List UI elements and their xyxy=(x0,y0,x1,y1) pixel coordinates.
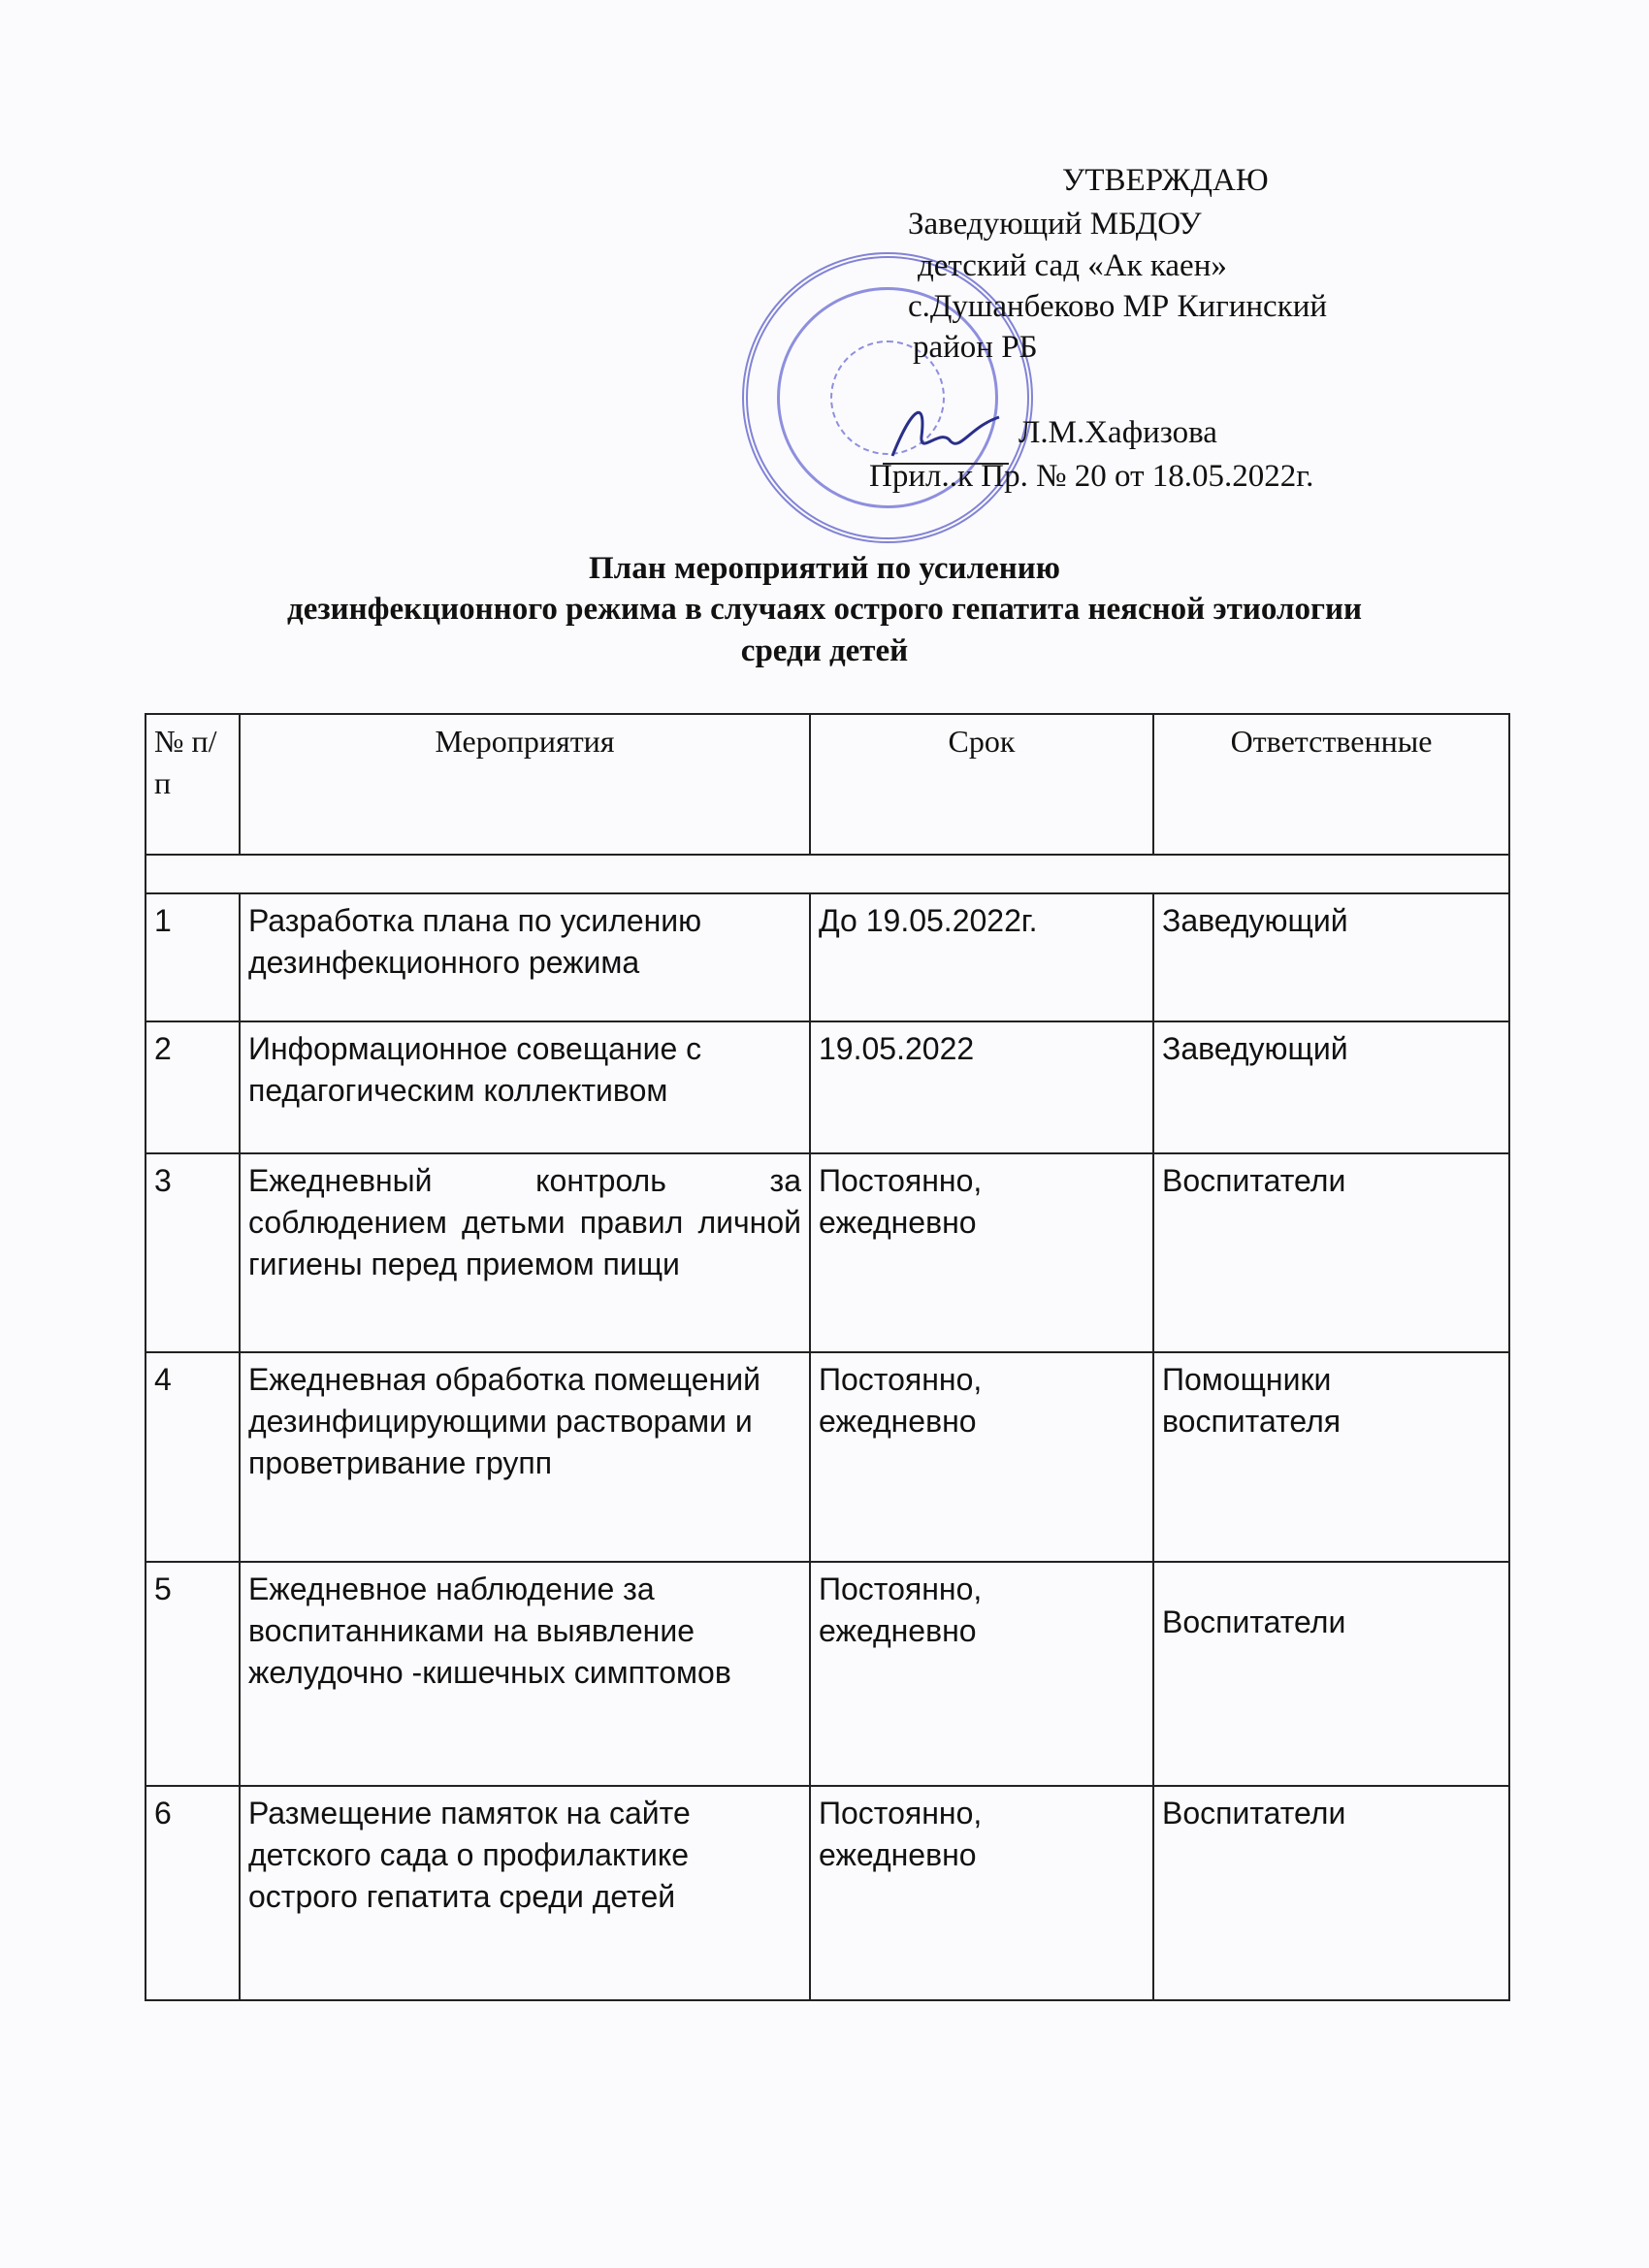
table-row xyxy=(146,1786,1509,2000)
row-responsible: Воспитатели xyxy=(1153,1153,1509,1352)
row-responsible: Воспитатели xyxy=(1153,1786,1509,2000)
table-row xyxy=(146,1562,1509,1786)
row-num: 5 xyxy=(146,1562,240,1786)
row-responsible: Заведующий xyxy=(1153,1021,1509,1153)
header-activity: Мероприятия xyxy=(240,714,810,855)
header-num: № п/п xyxy=(146,714,240,855)
row-responsible: Воспитатели xyxy=(1153,1562,1509,1786)
row-responsible: Помощники воспитателя xyxy=(1153,1352,1509,1562)
row-term: Постоянно, ежедневно xyxy=(810,1352,1153,1562)
row-term: 19.05.2022 xyxy=(810,1021,1153,1153)
row-activity: Ежедневная обработка помещений дезинфицирующими растворами и проветривание групп xyxy=(240,1352,810,1562)
header-term: Срок xyxy=(810,714,1153,855)
row-activity: Информационное совещание с педагогическим коллективом xyxy=(240,1021,810,1153)
table-header-row xyxy=(146,714,1509,855)
row-num: 4 xyxy=(146,1352,240,1562)
row-activity: Ежедневный контроль за соблюдением детьми правил личной гигиены перед приемом пищи xyxy=(240,1153,810,1352)
document-title: План мероприятий по усилению xyxy=(589,551,1060,586)
table-row xyxy=(146,1153,1509,1352)
table-row xyxy=(146,1021,1509,1153)
approval-line: район РБ xyxy=(913,330,1038,365)
row-num: 6 xyxy=(146,1786,240,2000)
approval-line: детский сад «Ак каен» xyxy=(918,248,1227,283)
row-activity: Ежедневное наблюдение за воспитанниками на выявление желудочно -кишечных симптомов xyxy=(240,1562,810,1786)
table-row xyxy=(146,1352,1509,1562)
signatory-name: Л.М.Хафизова xyxy=(1018,415,1217,450)
row-term: До 19.05.2022г. xyxy=(810,893,1153,1021)
document-title: дезинфекционного режима в случаях острого гепатита неясной этиологии xyxy=(287,592,1362,627)
approval-line: с.Душанбеково МР Кигинский xyxy=(908,289,1328,324)
document-title: среди детей xyxy=(740,633,909,668)
row-num: 1 xyxy=(146,893,240,1021)
row-num: 3 xyxy=(146,1153,240,1352)
signature xyxy=(883,398,1009,466)
approval-line: Заведующий МБДОУ xyxy=(908,207,1202,242)
row-term: Постоянно, ежедневно xyxy=(810,1786,1153,2000)
order-reference: Прил..к Пр. № 20 от 18.05.2022г. xyxy=(869,459,1314,494)
header-responsible: Ответственные xyxy=(1153,714,1509,855)
activities-table xyxy=(145,713,1510,2001)
approval-heading: УТВЕРЖДАЮ xyxy=(1062,163,1269,198)
row-activity: Размещение памяток на сайте детского сада о профилактике острого гепатита среди детей xyxy=(240,1786,810,2000)
row-activity: Разработка плана по усилению дезинфекционного режима xyxy=(240,893,810,1021)
table-row xyxy=(146,893,1509,1021)
row-term: Постоянно, ежедневно xyxy=(810,1153,1153,1352)
blank-row xyxy=(146,855,1509,893)
row-responsible: Заведующий xyxy=(1153,893,1509,1021)
row-num: 2 xyxy=(146,1021,240,1153)
row-term: Постоянно, ежедневно xyxy=(810,1562,1153,1786)
